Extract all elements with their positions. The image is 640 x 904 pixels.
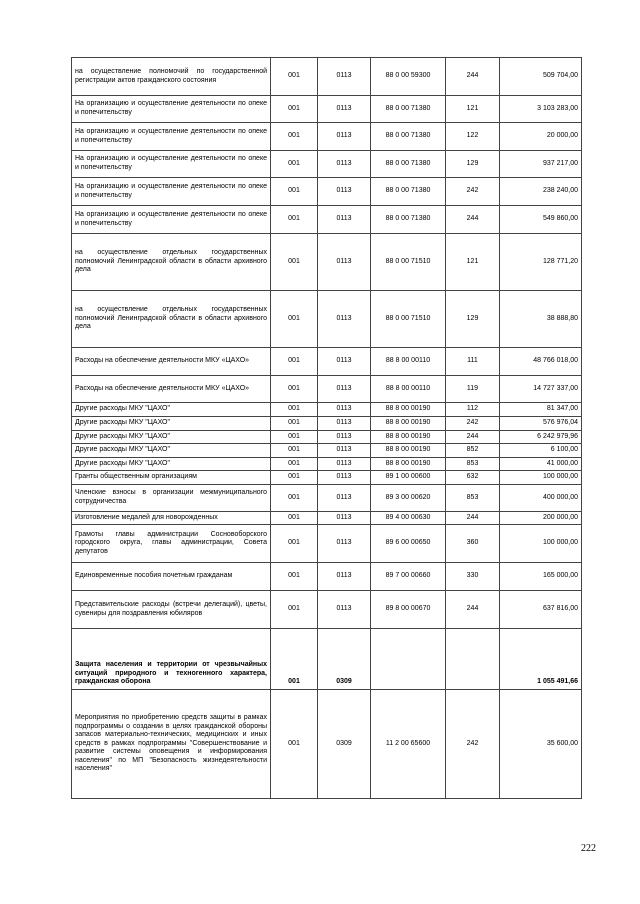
item-name-cell: на осуществление отдельных государственных полномочий Ленинградской области в области архивного дела bbox=[72, 291, 271, 348]
table-row bbox=[72, 471, 582, 485]
section-code-cell: 0309 bbox=[318, 690, 371, 799]
table-section-row bbox=[72, 629, 582, 690]
department-code-cell: 001 bbox=[271, 629, 318, 690]
expense-type-cell: 112 bbox=[446, 403, 500, 417]
table-body bbox=[72, 58, 582, 799]
item-name-cell: на осуществление полномочий по государственной регистрации актов гражданского состояния bbox=[72, 58, 271, 96]
section-code-cell: 0113 bbox=[318, 376, 371, 403]
budget-table bbox=[71, 57, 582, 799]
expense-type-cell: 122 bbox=[446, 123, 500, 151]
amount-cell: 400 000,00 bbox=[500, 485, 582, 512]
item-name-cell: Защита населения и территории от чрезвычайных ситуаций природного и техногенного характера, гражданская оборона bbox=[72, 629, 271, 690]
section-code-cell: 0113 bbox=[318, 417, 371, 431]
expense-type-cell: 119 bbox=[446, 376, 500, 403]
section-code-cell: 0309 bbox=[318, 629, 371, 690]
expense-type-cell: 244 bbox=[446, 431, 500, 444]
table-row bbox=[72, 123, 582, 151]
department-code-cell: 001 bbox=[271, 376, 318, 403]
department-code-cell: 001 bbox=[271, 417, 318, 431]
target-article-cell: 88 8 00 00110 bbox=[371, 376, 446, 403]
amount-cell: 200 000,00 bbox=[500, 512, 582, 525]
target-article-cell: 89 3 00 00620 bbox=[371, 485, 446, 512]
amount-cell: 100 000,00 bbox=[500, 525, 582, 563]
target-article-cell: 88 8 00 00190 bbox=[371, 431, 446, 444]
table-row bbox=[72, 458, 582, 471]
department-code-cell: 001 bbox=[271, 123, 318, 151]
department-code-cell: 001 bbox=[271, 690, 318, 799]
table-row bbox=[72, 348, 582, 376]
item-name-cell: На организацию и осуществление деятельности по опеке и попечительству bbox=[72, 178, 271, 206]
amount-cell: 509 704,00 bbox=[500, 58, 582, 96]
item-name-cell: Другие расходы МКУ "ЦАХО" bbox=[72, 403, 271, 417]
section-code-cell: 0113 bbox=[318, 444, 371, 458]
section-code-cell: 0113 bbox=[318, 403, 371, 417]
table-row bbox=[72, 234, 582, 291]
table-row bbox=[72, 431, 582, 444]
section-code-cell: 0113 bbox=[318, 206, 371, 234]
table-row bbox=[72, 417, 582, 431]
amount-cell: 6 100,00 bbox=[500, 444, 582, 458]
section-code-cell: 0113 bbox=[318, 178, 371, 206]
item-name-cell: Членские взносы в организации межмуниципального сотрудничества bbox=[72, 485, 271, 512]
target-article-cell: 88 8 00 00190 bbox=[371, 403, 446, 417]
amount-cell: 937 217,00 bbox=[500, 151, 582, 178]
amount-cell: 1 055 491,66 bbox=[500, 629, 582, 690]
target-article-cell: 88 0 00 59300 bbox=[371, 58, 446, 96]
department-code-cell: 001 bbox=[271, 444, 318, 458]
department-code-cell: 001 bbox=[271, 178, 318, 206]
amount-cell: 637 816,00 bbox=[500, 591, 582, 629]
table-row bbox=[72, 58, 582, 96]
target-article-cell: 89 1 00 00600 bbox=[371, 471, 446, 485]
table-row bbox=[72, 525, 582, 563]
item-name-cell: Другие расходы МКУ "ЦАХО" bbox=[72, 444, 271, 458]
item-name-cell: Другие расходы МКУ "ЦАХО" bbox=[72, 417, 271, 431]
item-name-cell: Расходы на обеспечение деятельности МКУ «ЦАХО» bbox=[72, 376, 271, 403]
amount-cell: 576 976,04 bbox=[500, 417, 582, 431]
expense-type-cell: 632 bbox=[446, 471, 500, 485]
target-article-cell: 88 0 00 71510 bbox=[371, 234, 446, 291]
table-row bbox=[72, 512, 582, 525]
table-row bbox=[72, 591, 582, 629]
amount-cell: 165 000,00 bbox=[500, 563, 582, 591]
amount-cell: 3 103 283,00 bbox=[500, 96, 582, 123]
target-article-cell: 89 6 00 00650 bbox=[371, 525, 446, 563]
department-code-cell: 001 bbox=[271, 96, 318, 123]
table-row bbox=[72, 96, 582, 123]
section-code-cell: 0113 bbox=[318, 485, 371, 512]
target-article-cell: 88 0 00 71380 bbox=[371, 178, 446, 206]
amount-cell: 100 000,00 bbox=[500, 471, 582, 485]
amount-cell: 35 600,00 bbox=[500, 690, 582, 799]
amount-cell: 128 771,20 bbox=[500, 234, 582, 291]
department-code-cell: 001 bbox=[271, 458, 318, 471]
item-name-cell: На организацию и осуществление деятельности по опеке и попечительству bbox=[72, 123, 271, 151]
section-code-cell: 0113 bbox=[318, 512, 371, 525]
expense-type-cell: 111 bbox=[446, 348, 500, 376]
section-code-cell: 0113 bbox=[318, 151, 371, 178]
department-code-cell: 001 bbox=[271, 234, 318, 291]
expense-type-cell: 121 bbox=[446, 234, 500, 291]
department-code-cell: 001 bbox=[271, 58, 318, 96]
table-row bbox=[72, 563, 582, 591]
target-article-cell: 88 0 00 71380 bbox=[371, 206, 446, 234]
department-code-cell: 001 bbox=[271, 471, 318, 485]
department-code-cell: 001 bbox=[271, 563, 318, 591]
expense-type-cell: 244 bbox=[446, 512, 500, 525]
expense-type-cell: 244 bbox=[446, 206, 500, 234]
table-row bbox=[72, 444, 582, 458]
department-code-cell: 001 bbox=[271, 206, 318, 234]
item-name-cell: Представительские расходы (встречи делегаций), цветы, сувениры для поздравления юбиляров bbox=[72, 591, 271, 629]
section-code-cell: 0113 bbox=[318, 96, 371, 123]
amount-cell: 81 347,00 bbox=[500, 403, 582, 417]
department-code-cell: 001 bbox=[271, 431, 318, 444]
target-article-cell: 88 0 00 71510 bbox=[371, 291, 446, 348]
item-name-cell: Другие расходы МКУ "ЦАХО" bbox=[72, 431, 271, 444]
table-row bbox=[72, 403, 582, 417]
table-row bbox=[72, 690, 582, 799]
target-article-cell: 88 0 00 71380 bbox=[371, 96, 446, 123]
expense-type-cell: 853 bbox=[446, 458, 500, 471]
section-code-cell: 0113 bbox=[318, 431, 371, 444]
target-article-cell bbox=[371, 629, 446, 690]
expense-type-cell: 129 bbox=[446, 151, 500, 178]
section-code-cell: 0113 bbox=[318, 525, 371, 563]
department-code-cell: 001 bbox=[271, 512, 318, 525]
item-name-cell: На организацию и осуществление деятельности по опеке и попечительству bbox=[72, 96, 271, 123]
department-code-cell: 001 bbox=[271, 151, 318, 178]
item-name-cell: Гранты общественным организациям bbox=[72, 471, 271, 485]
expense-type-cell: 242 bbox=[446, 178, 500, 206]
department-code-cell: 001 bbox=[271, 591, 318, 629]
amount-cell: 549 860,00 bbox=[500, 206, 582, 234]
table-row bbox=[72, 206, 582, 234]
amount-cell: 38 888,80 bbox=[500, 291, 582, 348]
item-name-cell: Грамоты главы администрации Сосновоборского городского округа, главы администрации, Совета депутатов bbox=[72, 525, 271, 563]
table-row bbox=[72, 178, 582, 206]
amount-cell: 6 242 979,96 bbox=[500, 431, 582, 444]
expense-type-cell bbox=[446, 629, 500, 690]
department-code-cell: 001 bbox=[271, 485, 318, 512]
department-code-cell: 001 bbox=[271, 348, 318, 376]
expense-type-cell: 244 bbox=[446, 591, 500, 629]
amount-cell: 20 000,00 bbox=[500, 123, 582, 151]
target-article-cell: 89 4 00 00630 bbox=[371, 512, 446, 525]
target-article-cell: 88 8 00 00190 bbox=[371, 458, 446, 471]
item-name-cell: Расходы на обеспечение деятельности МКУ «ЦАХО» bbox=[72, 348, 271, 376]
target-article-cell: 88 8 00 00190 bbox=[371, 444, 446, 458]
section-code-cell: 0113 bbox=[318, 348, 371, 376]
section-code-cell: 0113 bbox=[318, 234, 371, 291]
item-name-cell: на осуществление отдельных государственных полномочий Ленинградской области в области архивного дела bbox=[72, 234, 271, 291]
target-article-cell: 89 7 00 00660 bbox=[371, 563, 446, 591]
table-row bbox=[72, 485, 582, 512]
table-row bbox=[72, 291, 582, 348]
department-code-cell: 001 bbox=[271, 403, 318, 417]
item-name-cell: Изготовление медалей для новорожденных bbox=[72, 512, 271, 525]
amount-cell: 14 727 337,00 bbox=[500, 376, 582, 403]
target-article-cell: 88 0 00 71380 bbox=[371, 123, 446, 151]
amount-cell: 48 766 018,00 bbox=[500, 348, 582, 376]
section-code-cell: 0113 bbox=[318, 123, 371, 151]
section-code-cell: 0113 bbox=[318, 471, 371, 485]
section-code-cell: 0113 bbox=[318, 458, 371, 471]
target-article-cell: 88 8 00 00190 bbox=[371, 417, 446, 431]
target-article-cell: 88 0 00 71380 bbox=[371, 151, 446, 178]
expense-type-cell: 330 bbox=[446, 563, 500, 591]
item-name-cell: Единовременные пособия почетным гражданам bbox=[72, 563, 271, 591]
department-code-cell: 001 bbox=[271, 291, 318, 348]
item-name-cell: Другие расходы МКУ "ЦАХО" bbox=[72, 458, 271, 471]
page-number: 222 bbox=[581, 843, 596, 854]
expense-type-cell: 121 bbox=[446, 96, 500, 123]
department-code-cell: 001 bbox=[271, 525, 318, 563]
target-article-cell: 88 8 00 00110 bbox=[371, 348, 446, 376]
section-code-cell: 0113 bbox=[318, 58, 371, 96]
target-article-cell: 11 2 00 65600 bbox=[371, 690, 446, 799]
expense-type-cell: 242 bbox=[446, 417, 500, 431]
expense-type-cell: 129 bbox=[446, 291, 500, 348]
expense-type-cell: 360 bbox=[446, 525, 500, 563]
table-row bbox=[72, 376, 582, 403]
expense-type-cell: 853 bbox=[446, 485, 500, 512]
section-code-cell: 0113 bbox=[318, 291, 371, 348]
amount-cell: 41 000,00 bbox=[500, 458, 582, 471]
expense-type-cell: 242 bbox=[446, 690, 500, 799]
expense-type-cell: 244 bbox=[446, 58, 500, 96]
table-row bbox=[72, 151, 582, 178]
item-name-cell: Мероприятия по приобретению средств защиты в рамках подпрограммы о создании в целях гражданской обороны запасов материально-технических, медицинских и иных средств в рамках подпрограммы "Совершенствование и развитие системы оповещения и информирования населения" по МП "Безопасность жизнедеятельности населения" bbox=[72, 690, 271, 799]
section-code-cell: 0113 bbox=[318, 591, 371, 629]
expense-type-cell: 852 bbox=[446, 444, 500, 458]
item-name-cell: На организацию и осуществление деятельности по опеке и попечительству bbox=[72, 151, 271, 178]
amount-cell: 238 240,00 bbox=[500, 178, 582, 206]
target-article-cell: 89 8 00 00670 bbox=[371, 591, 446, 629]
section-code-cell: 0113 bbox=[318, 563, 371, 591]
item-name-cell: На организацию и осуществление деятельности по опеке и попечительству bbox=[72, 206, 271, 234]
